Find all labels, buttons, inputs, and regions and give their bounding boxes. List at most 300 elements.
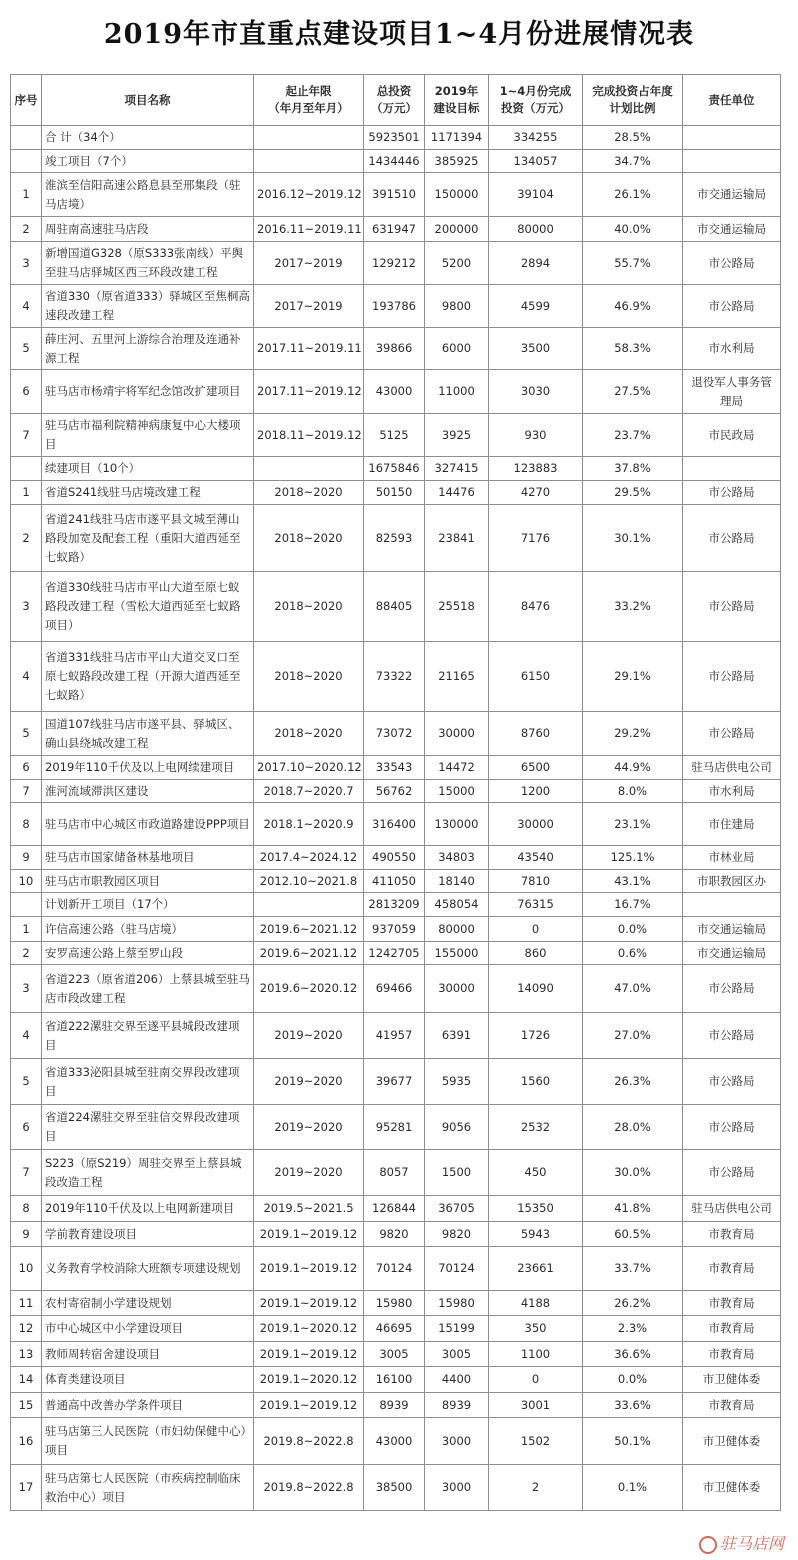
table-row (11, 1465, 781, 1511)
cell-unit: 市住建局 (683, 803, 781, 846)
cell-no: 12 (11, 1316, 42, 1342)
table-row (11, 1316, 781, 1342)
cell-total: 411050 (364, 870, 425, 893)
cell-no: 3 (11, 242, 42, 285)
cell-target: 3005 (425, 1342, 489, 1367)
cell-target: 6391 (425, 1013, 489, 1059)
cell-done: 350 (489, 1316, 583, 1342)
cell-unit (683, 457, 781, 481)
table-row (11, 1105, 781, 1150)
cell-ratio: 8.0% (583, 780, 683, 803)
table-row (11, 1367, 781, 1393)
cell-ratio: 36.6% (583, 1342, 683, 1367)
cell-ratio: 30.0% (583, 1150, 683, 1196)
table-row (11, 126, 781, 150)
cell-unit: 市公路局 (683, 642, 781, 712)
table-row (11, 1342, 781, 1367)
cell-ratio: 60.5% (583, 1222, 683, 1247)
cell-period: 2017.10~2020.12 (254, 756, 364, 780)
cell-period: 2019.1~2020.12 (254, 1316, 364, 1342)
cell-done: 4270 (489, 481, 583, 505)
cell-no: 4 (11, 285, 42, 328)
cell-unit: 市交通运输局 (683, 942, 781, 965)
cell-unit: 市民政局 (683, 414, 781, 457)
cell-no: 2 (11, 505, 42, 572)
cell-ratio: 58.3% (583, 328, 683, 370)
cell-total: 129212 (364, 242, 425, 285)
cell-period: 2018~2020 (254, 572, 364, 642)
table-row (11, 457, 781, 481)
cell-target: 15000 (425, 780, 489, 803)
cell-no: 7 (11, 414, 42, 457)
cell-unit: 市水利局 (683, 328, 781, 370)
cell-ratio: 28.0% (583, 1105, 683, 1150)
cell-ratio: 26.1% (583, 173, 683, 217)
cell-ratio: 2.3% (583, 1316, 683, 1342)
cell-done: 0 (489, 1367, 583, 1393)
cell-total: 193786 (364, 285, 425, 328)
cell-unit: 市卫健体委 (683, 1367, 781, 1393)
cell-period: 2017.11~2019.12 (254, 370, 364, 414)
cell-period: 2018~2020 (254, 505, 364, 572)
cell-no: 8 (11, 1196, 42, 1222)
cell-total: 43000 (364, 1418, 425, 1465)
cell-total: 46695 (364, 1316, 425, 1342)
cell-no: 6 (11, 370, 42, 414)
cell-done: 76315 (489, 893, 583, 917)
cell-done: 0 (489, 917, 583, 942)
cell-name: 驻马店市杨靖宇将军纪念馆改扩建项目 (42, 370, 254, 414)
cell-target: 3000 (425, 1465, 489, 1511)
cell-done: 7176 (489, 505, 583, 572)
cell-total: 1675846 (364, 457, 425, 481)
cell-no: 16 (11, 1418, 42, 1465)
cell-period: 2018~2020 (254, 712, 364, 756)
cell-name: 省道331线驻马店市平山大道交叉口至原七蚁路段改建工程（开源大道西延至七蚁路） (42, 642, 254, 712)
cell-period: 2019.5~2021.5 (254, 1196, 364, 1222)
cell-done: 134057 (489, 150, 583, 173)
cell-no: 15 (11, 1393, 42, 1418)
cell-name: 淮河流域滞洪区建设 (42, 780, 254, 803)
cell-target: 80000 (425, 917, 489, 942)
cell-done: 7810 (489, 870, 583, 893)
page-title: 2019年市直重点建设项目1~4月份进展情况表 (103, 19, 695, 50)
cell-total: 937059 (364, 917, 425, 942)
cell-ratio: 40.0% (583, 217, 683, 242)
cell-name: 省道223（原省道206）上蔡县城至驻马店市段改建工程 (42, 965, 254, 1013)
cell-period: 2018.7~2020.7 (254, 780, 364, 803)
cell-target: 34803 (425, 846, 489, 870)
table-header-row (11, 75, 781, 126)
cell-done: 80000 (489, 217, 583, 242)
cell-name: 计划新开工项目（17个） (42, 893, 254, 917)
cell-no: 10 (11, 1247, 42, 1291)
cell-total: 50150 (364, 481, 425, 505)
cell-period: 2019.1~2019.12 (254, 1342, 364, 1367)
table-row (11, 642, 781, 712)
cell-unit: 市公路局 (683, 1150, 781, 1196)
table-row (11, 414, 781, 457)
cell-done: 450 (489, 1150, 583, 1196)
cell-no: 1 (11, 173, 42, 217)
cell-unit: 市公路局 (683, 285, 781, 328)
cell-unit: 市公路局 (683, 1013, 781, 1059)
cell-total: 33543 (364, 756, 425, 780)
cell-ratio: 29.5% (583, 481, 683, 505)
cell-period (254, 893, 364, 917)
table-row (11, 965, 781, 1013)
cell-no: 14 (11, 1367, 42, 1393)
cell-name: 省道330线驻马店市平山大道至原七蚁路段改建工程（雪松大道西延至七蚁路项目） (42, 572, 254, 642)
cell-period: 2019.8~2022.8 (254, 1418, 364, 1465)
cell-unit: 市公路局 (683, 572, 781, 642)
cell-ratio: 41.8% (583, 1196, 683, 1222)
table-body (11, 126, 781, 1511)
cell-unit: 市公路局 (683, 242, 781, 285)
cell-no: 6 (11, 756, 42, 780)
table-row (11, 803, 781, 846)
table-row (11, 370, 781, 414)
cell-ratio: 27.5% (583, 370, 683, 414)
cell-period: 2017~2019 (254, 242, 364, 285)
cell-ratio: 125.1% (583, 846, 683, 870)
cell-total: 9820 (364, 1222, 425, 1247)
cell-period: 2019.6~2021.12 (254, 917, 364, 942)
cell-ratio: 50.1% (583, 1418, 683, 1465)
cell-name: 省道330（原省道333）驿城区至焦桐高速段改建工程 (42, 285, 254, 328)
cell-target: 327415 (425, 457, 489, 481)
cell-done: 930 (489, 414, 583, 457)
cell-target: 18140 (425, 870, 489, 893)
cell-unit: 退役军人事务管理局 (683, 370, 781, 414)
cell-done: 8476 (489, 572, 583, 642)
table-row (11, 150, 781, 173)
cell-name: 2019年110千伏及以上电网新建项目 (42, 1196, 254, 1222)
cell-name: 新增国道G328（原S333张南线）平舆至驻马店驿城区西三环段改建工程 (42, 242, 254, 285)
table-row (11, 505, 781, 572)
cell-no: 6 (11, 1105, 42, 1150)
cell-period: 2019.8~2022.8 (254, 1465, 364, 1511)
table-row (11, 1247, 781, 1291)
cell-ratio: 0.1% (583, 1465, 683, 1511)
cell-name: 省道333泌阳县城至驻南交界段改建项目 (42, 1059, 254, 1105)
watermark-logo-icon (699, 1536, 717, 1554)
cell-target: 1500 (425, 1150, 489, 1196)
cell-unit: 市教育局 (683, 1291, 781, 1316)
cell-ratio: 37.8% (583, 457, 683, 481)
table-row (11, 1222, 781, 1247)
cell-total: 2813209 (364, 893, 425, 917)
cell-done: 39104 (489, 173, 583, 217)
cell-no (11, 126, 42, 150)
cell-done: 1200 (489, 780, 583, 803)
cell-period (254, 457, 364, 481)
cell-period: 2012.10~2021.8 (254, 870, 364, 893)
cell-target: 150000 (425, 173, 489, 217)
cell-total: 88405 (364, 572, 425, 642)
cell-period: 2019.6~2020.12 (254, 965, 364, 1013)
cell-total: 73072 (364, 712, 425, 756)
cell-total: 95281 (364, 1105, 425, 1150)
cell-no: 1 (11, 917, 42, 942)
cell-unit: 市卫健体委 (683, 1418, 781, 1465)
cell-ratio: 47.0% (583, 965, 683, 1013)
cell-total: 316400 (364, 803, 425, 846)
table-row (11, 917, 781, 942)
cell-period (254, 150, 364, 173)
cell-period: 2019~2020 (254, 1059, 364, 1105)
cell-period: 2019.1~2019.12 (254, 1291, 364, 1316)
cell-name: 省道S241线驻马店境改建工程 (42, 481, 254, 505)
cell-no: 5 (11, 712, 42, 756)
cell-name: 周驻南高速驻马店段 (42, 217, 254, 242)
cell-done: 43540 (489, 846, 583, 870)
cell-ratio: 27.0% (583, 1013, 683, 1059)
cell-done: 5943 (489, 1222, 583, 1247)
cell-done: 4188 (489, 1291, 583, 1316)
cell-name: 驻马店第三人民医院（市妇幼保健中心）项目 (42, 1418, 254, 1465)
table-row (11, 1150, 781, 1196)
cell-done: 1502 (489, 1418, 583, 1465)
cell-done: 1560 (489, 1059, 583, 1105)
cell-target: 30000 (425, 965, 489, 1013)
cell-period: 2018.1~2020.9 (254, 803, 364, 846)
cell-name: 市中心城区中小学建设项目 (42, 1316, 254, 1342)
cell-target: 155000 (425, 942, 489, 965)
cell-period: 2016.12~2019.12 (254, 173, 364, 217)
cell-ratio: 26.3% (583, 1059, 683, 1105)
cell-target: 70124 (425, 1247, 489, 1291)
cell-period: 2017.4~2024.12 (254, 846, 364, 870)
cell-total: 631947 (364, 217, 425, 242)
cell-target: 1171394 (425, 126, 489, 150)
header-ratio: 完成投资占年度 计划比例 (583, 75, 683, 126)
cell-period: 2019.6~2021.12 (254, 942, 364, 965)
cell-no: 3 (11, 965, 42, 1013)
cell-unit: 市教育局 (683, 1316, 781, 1342)
cell-total: 15980 (364, 1291, 425, 1316)
table-row (11, 328, 781, 370)
cell-unit: 市教育局 (683, 1342, 781, 1367)
cell-no: 17 (11, 1465, 42, 1511)
cell-total: 126844 (364, 1196, 425, 1222)
cell-ratio: 29.2% (583, 712, 683, 756)
table-row (11, 756, 781, 780)
table-row (11, 242, 781, 285)
table-row (11, 481, 781, 505)
cell-target: 15199 (425, 1316, 489, 1342)
cell-unit (683, 150, 781, 173)
cell-no: 9 (11, 846, 42, 870)
cell-total: 70124 (364, 1247, 425, 1291)
cell-ratio: 0.0% (583, 917, 683, 942)
cell-name: 薛庄河、五里河上游综合治理及连通补源工程 (42, 328, 254, 370)
cell-name: 续建项目（10个） (42, 457, 254, 481)
cell-name: 驻马店市福利院精神病康复中心大楼项目 (42, 414, 254, 457)
cell-ratio: 34.7% (583, 150, 683, 173)
cell-no: 7 (11, 780, 42, 803)
watermark (699, 1531, 784, 1554)
cell-name: 安罗高速公路上蔡至罗山段 (42, 942, 254, 965)
cell-no (11, 457, 42, 481)
cell-name: 竣工项目（7个） (42, 150, 254, 173)
cell-unit: 市公路局 (683, 1105, 781, 1150)
cell-total: 39677 (364, 1059, 425, 1105)
cell-name: S223（原S219）周驻交界至上蔡县城段改造工程 (42, 1150, 254, 1196)
cell-unit (683, 893, 781, 917)
cell-ratio: 55.7% (583, 242, 683, 285)
cell-done: 3030 (489, 370, 583, 414)
cell-no: 2 (11, 217, 42, 242)
cell-ratio: 26.2% (583, 1291, 683, 1316)
cell-target: 5935 (425, 1059, 489, 1105)
cell-period: 2019.1~2019.12 (254, 1247, 364, 1291)
cell-period: 2019.1~2019.12 (254, 1222, 364, 1247)
cell-target: 4400 (425, 1367, 489, 1393)
cell-ratio: 16.7% (583, 893, 683, 917)
cell-total: 8057 (364, 1150, 425, 1196)
cell-unit: 驻马店供电公司 (683, 1196, 781, 1222)
cell-total: 39866 (364, 328, 425, 370)
cell-name: 国道107线驻马店市遂平县、驿城区、确山县绕城改建工程 (42, 712, 254, 756)
cell-ratio: 33.7% (583, 1247, 683, 1291)
cell-unit: 市公路局 (683, 712, 781, 756)
cell-no: 10 (11, 870, 42, 893)
cell-unit (683, 126, 781, 150)
cell-name: 体育类建设项目 (42, 1367, 254, 1393)
cell-target: 14476 (425, 481, 489, 505)
cell-done: 3500 (489, 328, 583, 370)
cell-total: 5923501 (364, 126, 425, 150)
cell-unit: 市交通运输局 (683, 917, 781, 942)
cell-total: 69466 (364, 965, 425, 1013)
cell-target: 3000 (425, 1418, 489, 1465)
table-row (11, 1393, 781, 1418)
cell-target: 14472 (425, 756, 489, 780)
cell-total: 56762 (364, 780, 425, 803)
cell-no: 2 (11, 942, 42, 965)
header-unit: 责任单位 (683, 75, 781, 126)
cell-done: 860 (489, 942, 583, 965)
table-row (11, 572, 781, 642)
cell-target: 9800 (425, 285, 489, 328)
cell-period: 2019~2020 (254, 1150, 364, 1196)
cell-no (11, 893, 42, 917)
cell-ratio: 23.7% (583, 414, 683, 457)
cell-period: 2017.11~2019.11 (254, 328, 364, 370)
cell-period: 2019~2020 (254, 1105, 364, 1150)
table-row (11, 712, 781, 756)
cell-name: 省道241线驻马店市遂平县文城至薄山路段加宽及配套工程（重阳大道西延至七蚁路） (42, 505, 254, 572)
cell-period: 2016.11~2019.11 (254, 217, 364, 242)
cell-name: 普通高中改善办学条件项目 (42, 1393, 254, 1418)
table-row (11, 173, 781, 217)
cell-unit: 市卫健体委 (683, 1465, 781, 1511)
cell-done: 334255 (489, 126, 583, 150)
cell-done: 8760 (489, 712, 583, 756)
cell-target: 8939 (425, 1393, 489, 1418)
cell-period: 2018~2020 (254, 481, 364, 505)
cell-total: 490550 (364, 846, 425, 870)
cell-ratio: 44.9% (583, 756, 683, 780)
cell-unit: 市教育局 (683, 1222, 781, 1247)
cell-target: 9820 (425, 1222, 489, 1247)
cell-target: 23841 (425, 505, 489, 572)
cell-target: 3925 (425, 414, 489, 457)
table-row (11, 1059, 781, 1105)
cell-ratio: 0.6% (583, 942, 683, 965)
header-no: 序号 (11, 75, 42, 126)
table-row (11, 1013, 781, 1059)
cell-period: 2018.11~2019.12 (254, 414, 364, 457)
cell-name: 学前教育建设项目 (42, 1222, 254, 1247)
cell-ratio: 33.6% (583, 1393, 683, 1418)
cell-done: 1726 (489, 1013, 583, 1059)
cell-period: 2019.1~2020.12 (254, 1367, 364, 1393)
cell-name: 义务教育学校消除大班额专项建设规划 (42, 1247, 254, 1291)
cell-period: 2017~2019 (254, 285, 364, 328)
cell-ratio: 46.9% (583, 285, 683, 328)
cell-ratio: 28.5% (583, 126, 683, 150)
cell-period: 2018~2020 (254, 642, 364, 712)
header-period: 起止年限 （年月至年月） (254, 75, 364, 126)
cell-ratio: 0.0% (583, 1367, 683, 1393)
cell-no: 11 (11, 1291, 42, 1316)
table-row (11, 1418, 781, 1465)
cell-no: 5 (11, 328, 42, 370)
cell-done: 123883 (489, 457, 583, 481)
cell-total: 41957 (364, 1013, 425, 1059)
cell-no: 4 (11, 642, 42, 712)
table-row (11, 846, 781, 870)
cell-period: 2019~2020 (254, 1013, 364, 1059)
cell-target: 36705 (425, 1196, 489, 1222)
cell-unit: 市林业局 (683, 846, 781, 870)
cell-target: 458054 (425, 893, 489, 917)
cell-no: 9 (11, 1222, 42, 1247)
cell-target: 385925 (425, 150, 489, 173)
cell-ratio: 30.1% (583, 505, 683, 572)
cell-unit: 市交通运输局 (683, 217, 781, 242)
progress-table (10, 74, 781, 1511)
cell-name: 驻马店市国家储备林基地项目 (42, 846, 254, 870)
table-row (11, 1196, 781, 1222)
cell-total: 43000 (364, 370, 425, 414)
cell-no: 5 (11, 1059, 42, 1105)
cell-done: 3001 (489, 1393, 583, 1418)
cell-name: 教师周转宿舍建设项目 (42, 1342, 254, 1367)
table-row (11, 285, 781, 328)
cell-name: 驻马店市职教园区项目 (42, 870, 254, 893)
table-row (11, 1291, 781, 1316)
cell-done: 14090 (489, 965, 583, 1013)
table-row (11, 217, 781, 242)
cell-no: 7 (11, 1150, 42, 1196)
cell-unit: 市教育局 (683, 1393, 781, 1418)
cell-target: 9056 (425, 1105, 489, 1150)
cell-done: 1100 (489, 1342, 583, 1367)
header-name: 项目名称 (42, 75, 254, 126)
cell-unit: 市公路局 (683, 505, 781, 572)
cell-name: 2019年110千伏及以上电网续建项目 (42, 756, 254, 780)
cell-unit: 市职教园区办 (683, 870, 781, 893)
table-row (11, 893, 781, 917)
cell-done: 2894 (489, 242, 583, 285)
cell-done: 15350 (489, 1196, 583, 1222)
cell-unit: 市公路局 (683, 1059, 781, 1105)
header-total: 总投资 （万元） (364, 75, 425, 126)
cell-done: 30000 (489, 803, 583, 846)
